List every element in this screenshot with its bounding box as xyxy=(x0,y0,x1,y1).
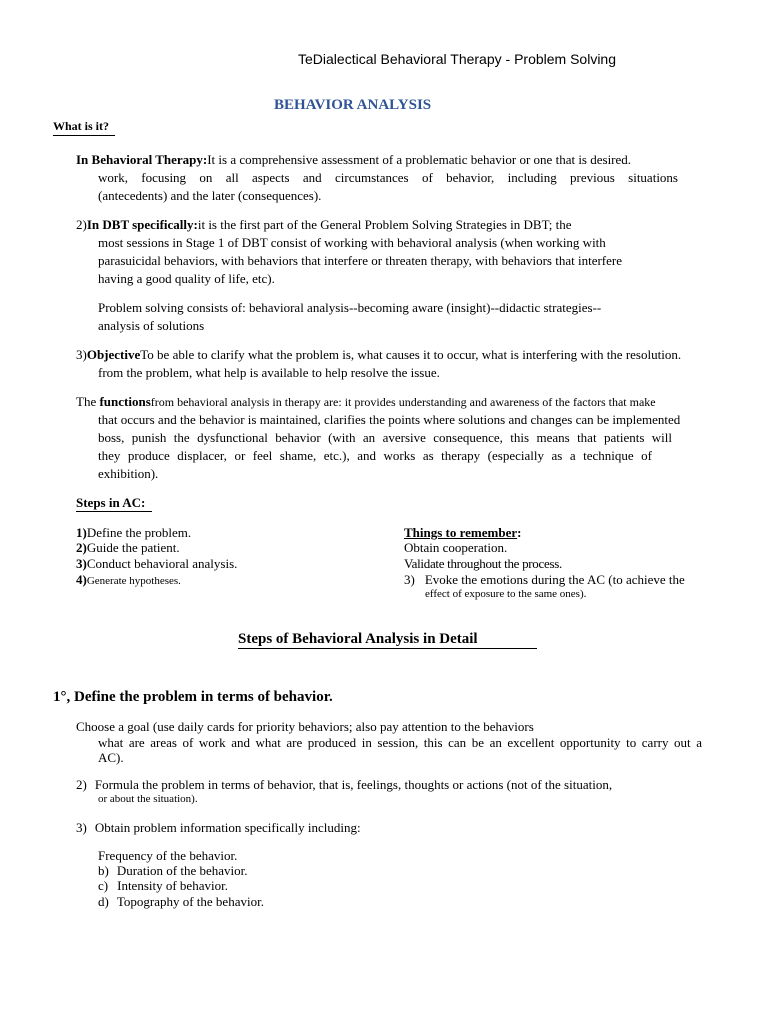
paragraph-line: (antecedents) and the later (consequences). xyxy=(98,188,322,203)
sub-list-item xyxy=(98,863,248,879)
functions-label: functions xyxy=(99,394,151,409)
list-item-continuation: effect of exposure to the same ones). xyxy=(425,588,587,600)
sub-list-item xyxy=(98,894,264,910)
paragraph-line: work, focusing on all aspects and circumstances of behavior, including previous situations xyxy=(98,170,678,185)
list-number: b) xyxy=(98,863,109,878)
section-title: BEHAVIOR ANALYSIS xyxy=(274,97,432,113)
list-item-text: Topography of the behavior. xyxy=(116,894,264,909)
list-number: 3) xyxy=(76,347,87,362)
paragraph-objective xyxy=(76,347,681,363)
list-item-text: Duration of the behavior. xyxy=(116,863,248,878)
paragraph-line: it is the first part of the General Problem Solving Strategies in DBT; the xyxy=(197,217,572,232)
list-number: 2) xyxy=(76,217,87,232)
paragraph-line: boss, punish the dysfunctional behavior (with an aversive consequence, this means that patients will xyxy=(98,430,672,445)
detail-section-title: Steps of Behavioral Analysis in Detail xyxy=(238,631,478,647)
paragraph-line: analysis of solutions xyxy=(98,318,205,333)
paragraph-functions xyxy=(76,394,656,410)
steps-ac-title: Steps in AC: xyxy=(76,495,146,510)
paragraph-line: they produce displacer, or feel shame, etc.), and works as therapy (especially as a technique of xyxy=(98,448,652,463)
sub-list-item: Frequency of the behavior. xyxy=(98,848,238,863)
list-item xyxy=(76,572,181,588)
sub-list-item xyxy=(98,878,228,894)
paragraph-line: Problem solving consists of: behavioral analysis--becoming aware (insight)--didactic strategies-- xyxy=(98,300,602,315)
paragraph-behavioral-therapy xyxy=(76,152,678,168)
paragraph-line: It is a comprehensive assessment of a problematic behavior or one that is desired. xyxy=(207,152,632,167)
list-number: 3) xyxy=(76,556,87,571)
list-item-text: Conduct behavioral analysis. xyxy=(86,556,238,571)
paragraph-line: To be able to clarify what the problem is, what causes it to occur, what is interfering with the resolution. xyxy=(140,347,682,362)
paragraph-line: from behavioral analysis in therapy are: it provides understanding and awareness of the factors that make xyxy=(150,395,656,409)
list-item-text: Evoke the emotions during the AC (to achieve the xyxy=(424,572,685,587)
list-item-text: Guide the patient. xyxy=(86,540,180,555)
things-to-remember-heading xyxy=(404,525,521,541)
list-item-text: Obtain problem information specifically including: xyxy=(94,820,361,835)
paragraph-line: exhibition). xyxy=(98,466,159,481)
paragraph-line: AC). xyxy=(98,750,124,765)
steps-ac-heading xyxy=(76,495,152,512)
list-number: 4) xyxy=(76,572,87,587)
paragraph-line: having a good quality of life, etc). xyxy=(98,271,275,286)
paragraph-text: The xyxy=(76,394,100,409)
dbt-label: In DBT specifically: xyxy=(86,217,198,232)
heading-colon: : xyxy=(517,525,522,540)
behavioral-therapy-label: In Behavioral Therapy: xyxy=(76,152,208,167)
list-item xyxy=(76,525,191,541)
list-item xyxy=(76,820,361,836)
paragraph-line: Choose a goal (use daily cards for priority behaviors; also pay attention to the behaviors xyxy=(76,719,534,734)
what-is-it-heading xyxy=(53,119,115,136)
paragraph-line: from the problem, what help is available to help resolve the issue. xyxy=(98,365,440,380)
list-item-text: Define the problem. xyxy=(86,525,192,540)
list-item-text: Generate hypotheses. xyxy=(86,575,181,587)
detail-section-heading xyxy=(238,631,537,649)
list-number: c) xyxy=(98,878,109,893)
paragraph-line: parasuicidal behaviors, with behaviors that interfere or threaten therapy, with behaviors that interfere xyxy=(98,253,623,268)
list-item xyxy=(76,540,180,556)
list-item-text: Formula the problem in terms of behavior, that is, feelings, thoughts or actions (not of the situation, xyxy=(94,777,613,792)
list-item-text: Intensity of behavior. xyxy=(117,878,228,893)
list-number: 3) xyxy=(76,820,87,835)
objective-label: Objective xyxy=(86,347,141,362)
list-number: d) xyxy=(98,894,109,909)
list-number: 2) xyxy=(76,540,87,555)
list-item xyxy=(404,572,685,588)
list-item: Validate throughout the process. xyxy=(404,556,562,571)
list-item-continuation: or about the situation). xyxy=(98,793,198,805)
step-1-title: 1°, Define the problem in terms of behavior. xyxy=(53,689,333,705)
list-number: 1) xyxy=(76,525,87,540)
document-header-title: TeDialectical Behavioral Therapy - Problem Solving xyxy=(298,51,617,67)
list-item: Obtain cooperation. xyxy=(404,540,508,555)
things-to-remember-title: Things to remember xyxy=(404,525,518,540)
list-number: 3) xyxy=(404,572,415,587)
paragraph-line: most sessions in Stage 1 of DBT consist of working with behavioral analysis (when working with xyxy=(98,235,606,250)
what-is-it-text: What is it? xyxy=(53,119,110,133)
list-item xyxy=(76,777,612,793)
paragraph-line: that occurs and the behavior is maintained, clarifies the points where solutions and changes can be implemented xyxy=(98,412,681,427)
list-number: 2) xyxy=(76,777,87,792)
paragraph-line: what are areas of work and what are produced in session, this can be an excellent opportunity to carry out a xyxy=(98,735,702,750)
paragraph-dbt xyxy=(76,217,572,233)
list-item xyxy=(76,556,237,572)
